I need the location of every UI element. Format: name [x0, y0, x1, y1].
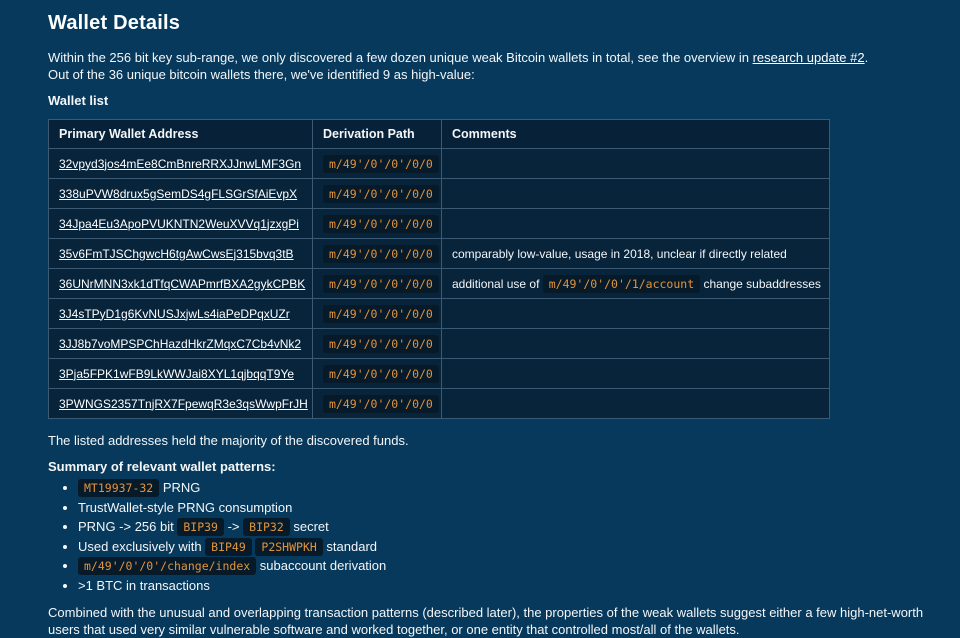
- text-segment: Used exclusively with: [78, 538, 206, 554]
- table-row: [49, 149, 830, 179]
- derivation-path-cell: [313, 239, 442, 269]
- column-header-comments: Comments: [442, 120, 830, 149]
- closing-paragraph: Combined with the unusual and overlapping transaction patterns (described later), the properties of the weak wallets suggest either a few high-net-worth users that used very similar vulnerable software and worked together, or one entity that controlled most/all of the wallets.: [48, 605, 924, 637]
- text-segment: PRNG: [159, 480, 201, 495]
- wallet-address-link[interactable]: 35v6FmTJSChgwcH6tgAwCwsEj315bvq3tB: [59, 246, 294, 261]
- address-cell: [49, 359, 313, 389]
- text-segment: PRNG -> 256 bit: [78, 519, 178, 534]
- pattern-list-item: [78, 558, 932, 575]
- address-cell: [49, 239, 313, 269]
- table-row: [49, 269, 830, 299]
- intro-line1-pre: Within the 256 bit key sub-range, we only discovered a few dozen unique weak Bitcoin wallets in total, see the overview in: [48, 50, 753, 65]
- column-header-derivation-path: Derivation Path: [313, 120, 442, 149]
- address-cell: [49, 389, 313, 419]
- research-update-link[interactable]: research update #2: [752, 50, 865, 65]
- wallet-details-page: [48, 12, 932, 638]
- derivation-path-code: m/49'/0'/0'/0/0: [323, 185, 439, 203]
- intro-paragraph: [48, 49, 932, 83]
- pattern-list-item: [78, 578, 932, 595]
- text-segment: secret: [289, 519, 329, 534]
- wallet-table: [48, 119, 830, 419]
- address-cell: [49, 209, 313, 239]
- derivation-path-cell: [313, 209, 442, 239]
- table-row: [49, 299, 830, 329]
- derivation-path-cell: [313, 329, 442, 359]
- derivation-path-cell: [313, 179, 442, 209]
- funds-note: The listed addresses held the majority of the discovered funds.: [48, 433, 409, 448]
- inline-code: BIP32: [243, 518, 290, 536]
- address-cell: [49, 179, 313, 209]
- column-header-address: Primary Wallet Address: [49, 120, 313, 149]
- derivation-path-code: m/49'/0'/0'/0/0: [323, 335, 439, 353]
- derivation-path-code: m/49'/0'/0'/0/0: [323, 275, 439, 293]
- text-segment: comparably low-value, usage in 2018, unclear if directly related: [452, 246, 787, 261]
- pattern-list-item: [78, 539, 932, 556]
- derivation-path-code: m/49'/0'/0'/0/0: [323, 305, 439, 323]
- table-row: [49, 179, 830, 209]
- inline-code: P2SHWPKH: [255, 538, 322, 556]
- text-segment: additional use of: [452, 276, 543, 291]
- inline-code: m/49'/0'/0'/change/index: [78, 557, 256, 575]
- pattern-list-item: [78, 480, 932, 497]
- derivation-path-code: m/49'/0'/0'/0/0: [323, 155, 439, 173]
- address-cell: [49, 269, 313, 299]
- wallet-address-link[interactable]: 338uPVW8drux5gSemDS4gFLSGrSfAiEvpX: [59, 186, 298, 201]
- derivation-path-cell: [313, 269, 442, 299]
- derivation-path-code: m/49'/0'/0'/0/0: [323, 215, 439, 233]
- page-title: Wallet Details: [48, 12, 181, 34]
- table-row: [49, 389, 830, 419]
- wallet-address-link[interactable]: 3Pja5FPK1wFB9LkWWJai8XYL1qjbqqT9Ye: [59, 366, 295, 381]
- text-segment: change subaddresses: [700, 276, 821, 291]
- derivation-path-cell: [313, 389, 442, 419]
- intro-line2: Out of the 36 unique bitcoin wallets there, we've identified 9 as high-value:: [48, 67, 475, 82]
- text-segment: subaccount derivation: [256, 558, 387, 573]
- wallet-address-link[interactable]: 32vpyd3jos4mEe8CmBnreRRXJJnwLMF3Gn: [59, 156, 302, 171]
- address-cell: [49, 149, 313, 179]
- inline-code: MT19937-32: [78, 479, 159, 497]
- table-header-row: [49, 120, 830, 149]
- address-cell: [49, 299, 313, 329]
- comment-cell: [442, 179, 830, 209]
- comment-cell: [442, 329, 830, 359]
- inline-code: BIP39: [177, 518, 224, 536]
- comment-cell: [442, 389, 830, 419]
- patterns-list: [48, 480, 932, 594]
- wallet-list-label: Wallet list: [48, 93, 109, 108]
- comment-cell: [442, 239, 830, 269]
- table-row: [49, 329, 830, 359]
- derivation-path-cell: [313, 149, 442, 179]
- derivation-path-cell: [313, 299, 442, 329]
- text-segment: >1 BTC in transactions: [78, 577, 210, 593]
- derivation-path-code: m/49'/0'/0'/0/0: [323, 245, 439, 263]
- wallet-address-link[interactable]: 3PWNGS2357TnjRX7FpewqR3e3qsWwpFrJH: [59, 396, 308, 411]
- summary-label: Summary of relevant wallet patterns:: [48, 459, 276, 474]
- comment-cell: [442, 299, 830, 329]
- wallet-address-link[interactable]: 34Jpa4Eu3ApoPVUKNTN2WeuXVVq1jzxgPi: [59, 216, 299, 231]
- inline-code: m/49'/0'/0'/1/account: [543, 275, 700, 293]
- text-segment: TrustWallet-style PRNG consumption: [78, 499, 293, 515]
- derivation-path-cell: [313, 359, 442, 389]
- text-segment: ->: [223, 519, 244, 534]
- comment-cell: [442, 359, 830, 389]
- address-cell: [49, 329, 313, 359]
- table-row: [49, 209, 830, 239]
- wallet-address-link[interactable]: 36UNrMNN3xk1dTfqCWAPmrfBXA2gykCPBK: [59, 276, 306, 291]
- comment-cell: [442, 149, 830, 179]
- table-row: [49, 359, 830, 389]
- intro-line1-post: .: [864, 50, 869, 65]
- pattern-list-item: [78, 500, 932, 517]
- text-segment: standard: [322, 538, 377, 554]
- wallet-address-link[interactable]: 3JJ8b7voMPSPChHazdHkrZMqxC7Cb4vNk2: [59, 336, 302, 351]
- derivation-path-code: m/49'/0'/0'/0/0: [323, 365, 439, 383]
- comment-cell: [442, 209, 830, 239]
- table-row: [49, 239, 830, 269]
- derivation-path-code: m/49'/0'/0'/0/0: [323, 395, 439, 413]
- inline-code: BIP49: [205, 538, 252, 556]
- pattern-list-item: [78, 519, 932, 536]
- comment-cell: [442, 269, 830, 299]
- wallet-address-link[interactable]: 3J4sTPyD1g6KvNUSJxjwLs4iaPeDPqxUZr: [59, 306, 290, 321]
